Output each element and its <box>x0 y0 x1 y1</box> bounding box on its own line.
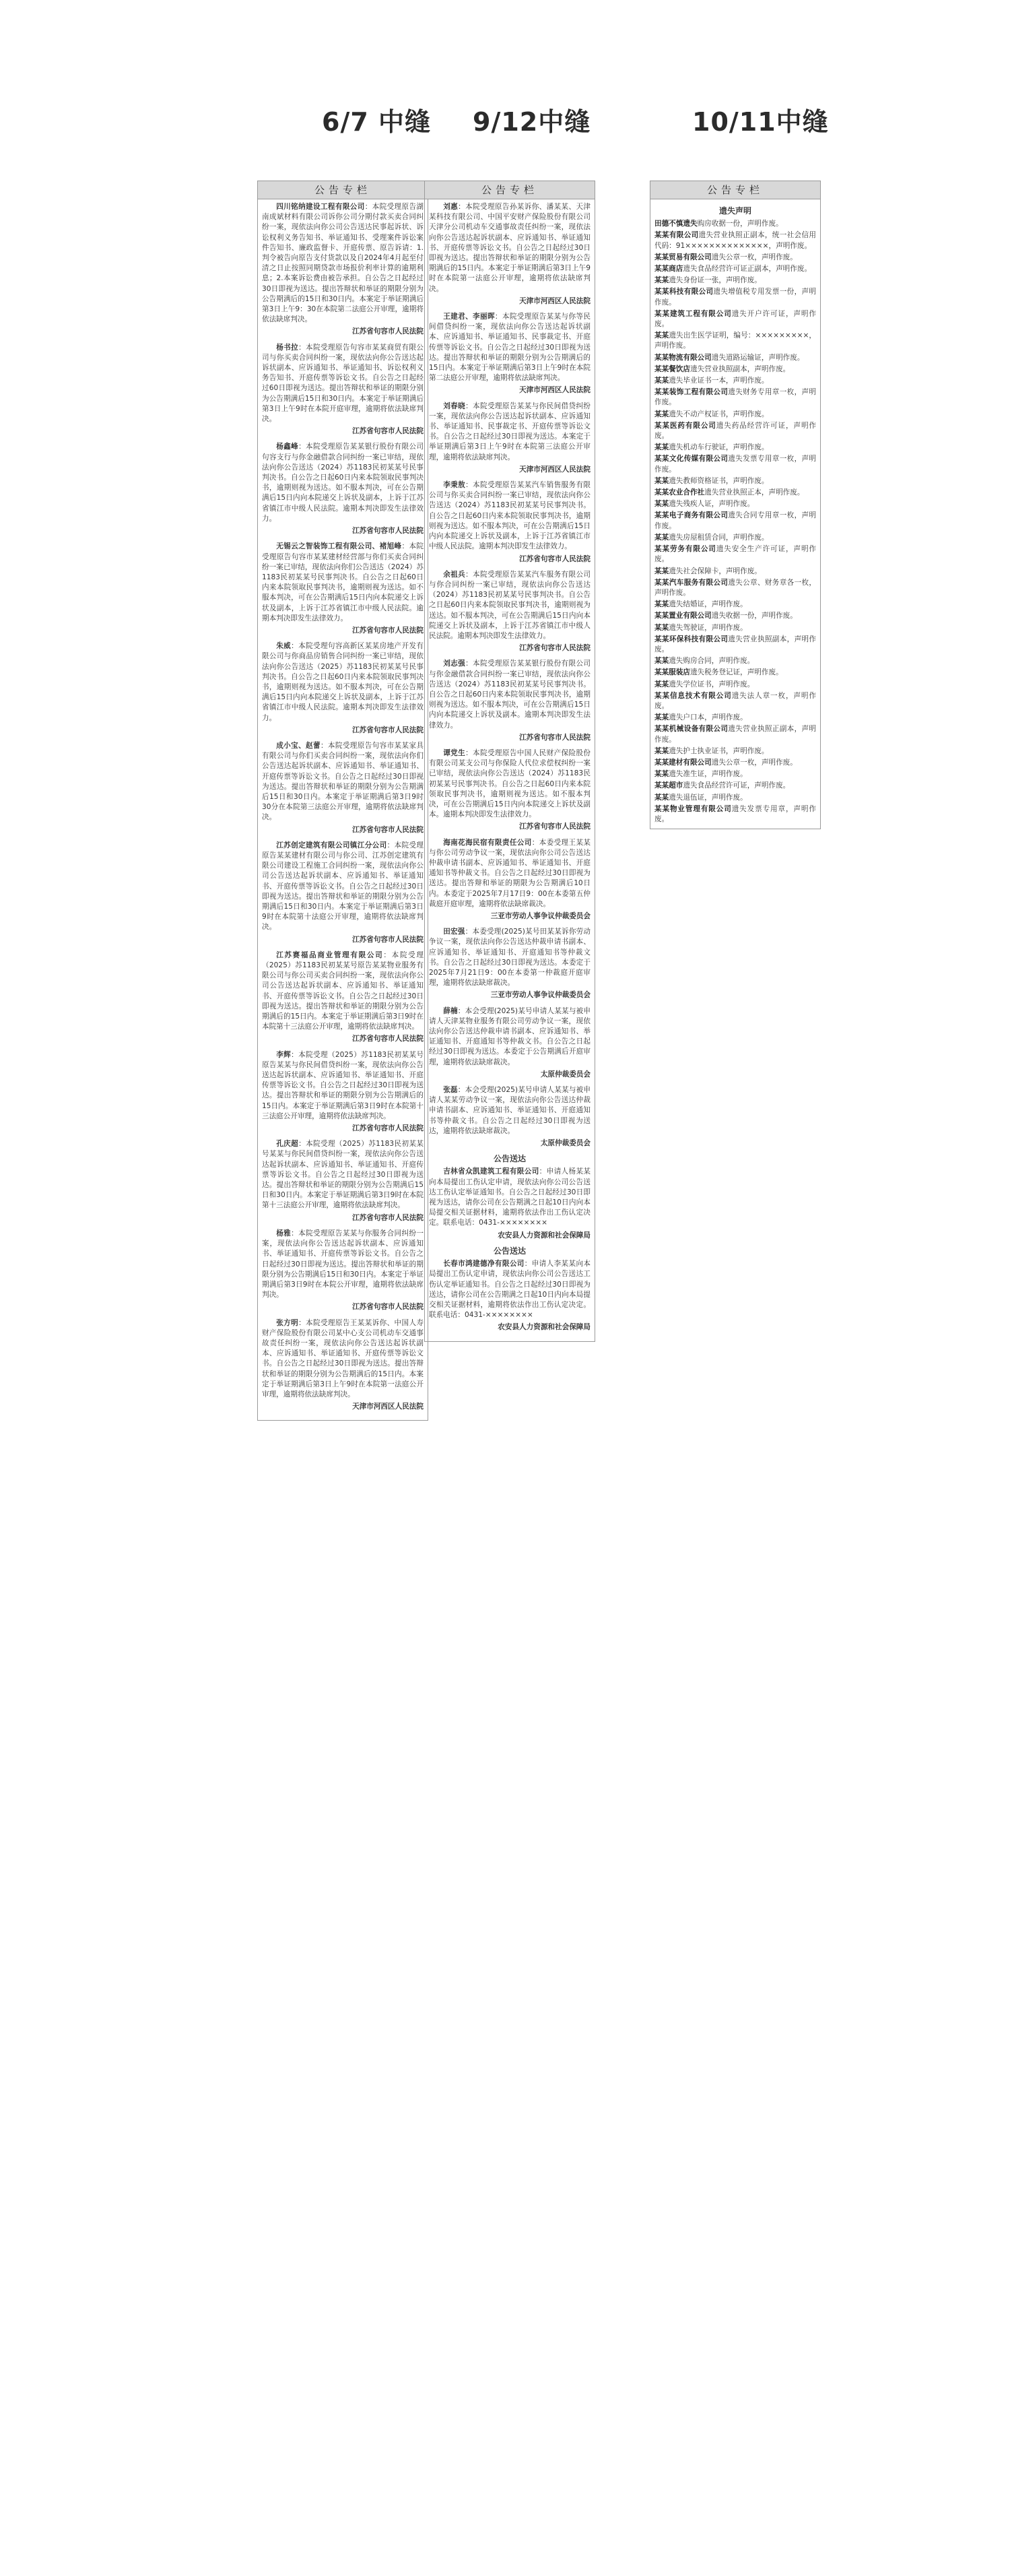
lost-notice <box>654 746 816 756</box>
notice-text: 本院受理原告王某某诉你、中国人寿财产保险股份有限公司某中心支公司机动车交通事故责任纠纷一案，现依法向你公告送达起诉状副本、应诉通知书、举证通知书、开庭传票等诉讼文书。自公告之日起经过30日即视为送达。提出答辩状和举证的期限分别为公告期满后的15日内。本案定于举证期满后第3日上午9时在本院第一法庭公开审理，逾期将依法缺席判决。 <box>262 1318 424 1398</box>
lost-notice <box>654 511 816 531</box>
notice-item <box>429 1259 591 1332</box>
lost-notice <box>654 287 816 307</box>
lost-notice <box>654 454 816 474</box>
notice-issuer: 太原仲裁委员会 <box>540 1070 591 1078</box>
notice-item <box>429 202 591 307</box>
column-title: 公告专栏 <box>258 181 428 199</box>
column-body <box>650 199 820 829</box>
lost-notice-text: 遗失公章一枚，声明作废。 <box>711 758 797 767</box>
notice-colon: ： <box>401 542 409 551</box>
lost-notice-name: 某某 <box>654 600 669 609</box>
notice-issuer: 江苏省句容市人民法院 <box>519 554 591 563</box>
lost-notice-text: 遗失营业执照副本，声明作废。 <box>689 364 790 373</box>
lost-notice <box>654 781 816 791</box>
lost-notice-name: 某某信息技术有限公司 <box>654 691 732 700</box>
notice-colon: ： <box>298 443 306 451</box>
lost-notice-text: 遗失开户许可证，声明作废。 <box>654 309 816 329</box>
lost-notice <box>654 476 816 486</box>
lost-notice-name: 某某电子商务有限公司 <box>654 511 729 520</box>
notice-issuer: 农安县人力资源和社会保障局 <box>498 1323 591 1332</box>
lost-notice-text: 遗失发票专用章，声明作废。 <box>654 804 816 823</box>
notice-party-name: 孔庆超 <box>276 1140 299 1149</box>
notice-text: 本会受理(2025)某号申请人某某与被申请人天津某物业服务有限公司劳动争议一案，现依法向你公告送达仲裁申请书副本、应诉通知书、举证通知书、开庭通知书等仲裁文书。自公告之日起经过30日即视为送达。本委定于公告期满后开庭审理，逾期将依法缺席裁决。 <box>429 1006 591 1066</box>
notice-item <box>262 951 424 1045</box>
notice-paragraph <box>262 1139 424 1211</box>
notice-text: 申请人李某某向本局提出工伤认定申请，现依法向你公司公告送达工伤认定举证通知书。自公告之日起经过30日即视为送达，请你公司在公告期满之日起10日内向本局提交相关证据材料，逾期将依法作出工伤认定决定。联系电话：0431-×××××××× <box>429 1260 591 1320</box>
notice-colon: ： <box>465 570 473 579</box>
lost-notice-text: 遗失营业执照正本，声明作废。 <box>704 488 805 497</box>
lost-notice <box>654 623 816 633</box>
lost-notice-name: 某某文化传媒有限公司 <box>654 455 729 463</box>
notice-item <box>262 202 424 337</box>
lost-notice <box>654 410 816 420</box>
lost-notice-text: 遗失药品经营许可证，声明作废。 <box>654 421 817 441</box>
lost-notice-name: 某某有限公司 <box>654 231 699 240</box>
notice-issuer: 三亚市劳动人事争议仲裁委员会 <box>490 991 591 1000</box>
lost-notice <box>654 758 816 768</box>
notice-issuer: 江苏省句容市人民法院 <box>352 726 424 734</box>
lost-notice-name: 某某 <box>654 657 669 666</box>
lost-notice-name: 某某 <box>654 476 669 485</box>
lost-notice-text: 遗失公章一枚，声明作废。 <box>711 253 797 261</box>
notice-party-name: 田宏强 <box>443 928 465 936</box>
lost-notice <box>654 488 816 498</box>
notice-item <box>429 659 591 743</box>
lost-notice-name: 某某 <box>654 443 669 452</box>
notice-text: 本院受理原告某某汽车服务有限公司与你合同纠纷一案已审结，现依法向你公告送达（2024）苏1183民初某某号民事判决书。自公告之日起60日内来本院领取民事判决书，逾期则视为送达。如不服本判决，可在公告期满后15日内向本院递交上诉状及副本，上诉于江苏省镇江市中级人民法院。逾期本判决即发生法律效力。 <box>429 570 591 640</box>
lost-notice-name: 某某物流有限公司 <box>654 353 712 362</box>
notice-text: 本院受理原告孙某诉你、潘某某、天津某科技有限公司、中国平安财产保险股份有限公司天津分公司机动车交通事故责任纠纷一案，现依法向你公告送达起诉状副本、应诉通知书、举证通知书、开庭传票等诉讼文书。自公告之日起经过30日即视为送达。提出答辩状和举证的期限分别为公告期满后的15日内。本案定于举证期满后第3日上午9时在本院第一法庭公开审理，逾期将依法缺席判决。 <box>429 203 591 293</box>
notice-paragraph <box>429 1259 591 1320</box>
lost-notice-name: 某某装饰工程有限公司 <box>654 388 729 397</box>
notice-issuer: 江苏省句容市人民法院 <box>352 626 424 635</box>
notice-issuer: 农安县人力资源和社会保障局 <box>498 1231 591 1239</box>
lost-notice <box>654 376 816 386</box>
notice-paragraph <box>429 202 591 294</box>
lost-notice <box>654 724 816 744</box>
notice-colon: ： <box>531 838 539 847</box>
lost-notice <box>654 656 816 666</box>
lost-notice-name: 某某建材有限公司 <box>654 758 712 767</box>
notice-paragraph <box>429 838 591 909</box>
section-subtitle: 公告送达 <box>493 1246 526 1256</box>
lost-notice-text: 遗失营业执照副本，声明作废。 <box>654 635 817 653</box>
notice-party-name: 江苏创定建筑有限公司镇江分公司 <box>276 841 387 849</box>
notice-colon: ： <box>457 1086 465 1095</box>
lost-notice-name: 某某 <box>654 500 669 509</box>
notice-paragraph <box>262 1050 424 1122</box>
lost-notice-name: 某某超市 <box>654 781 683 790</box>
notice-party-name: 杨雅 <box>276 1229 292 1237</box>
lost-notice-text: 遗失不动产权证书，声明作废。 <box>669 410 769 418</box>
notice-colon: ： <box>298 1318 306 1327</box>
notice-colon: ： <box>494 313 502 321</box>
notice-party-name: 张方明 <box>276 1318 299 1327</box>
notice-text: 本院受理原告某某建材有限公司与你公司、江苏创定建筑有限公司建设工程施工合同纠纷一案，现依法向你公司公告送达起诉状副本、应诉通知书、举证通知书、开庭传票等诉讼文书。自公告之日起经过30日即视为送达。提出答辩状和举证的期限分别为公告期满后15日和30日内。本案定于举证期满后第3日9时在本院第十法庭公开审理，逾期将依法缺席判决。 <box>262 841 424 932</box>
lost-notice-text: 遗失结婚证，声明作废。 <box>669 600 747 609</box>
lost-notice-name: 某某劳务有限公司 <box>654 545 716 554</box>
notice-colon: ： <box>539 1167 547 1176</box>
lost-notice <box>654 600 816 610</box>
notice-colon: ： <box>465 748 473 757</box>
notice-party-name: 李秉敖 <box>443 481 466 490</box>
notice-paragraph <box>262 202 424 325</box>
lost-notice <box>654 713 816 723</box>
lost-notice-name: 某某贸易有限公司 <box>654 253 712 261</box>
notice-paragraph <box>262 951 424 1033</box>
lost-notice-text: 遗失房屋租赁合同，声明作废。 <box>669 533 769 542</box>
notice-item <box>262 1318 424 1413</box>
lost-notice-name: 某某 <box>654 377 669 385</box>
lost-notice <box>654 276 816 286</box>
lost-notice-text: 遗失法人章一枚，声明作废。 <box>654 691 816 710</box>
notice-paragraph <box>429 480 591 552</box>
notice-issuer: 江苏省句容市人民法院 <box>352 1303 424 1312</box>
lost-notice-text: 遗失道路运输证，声明作废。 <box>711 353 805 362</box>
notice-paragraph <box>262 741 424 823</box>
notice-text: 本院受理原告某某银行股份有限公司句容支行与你金融借款合同纠纷一案已审结，现依法向你公告送达（2024）苏1183民初某某号民事判决书。自公告之日起60日内来本院领取民事判决书，逾期则视为送达。如不服本判决，可在公告期满后15日内向本院递交上诉状及副本，上诉于江苏省镇江市中级人民法院。逾期本判决即发生法律效力。 <box>262 443 424 523</box>
notice-colon: ： <box>364 203 372 211</box>
notice-colon: ： <box>386 841 395 849</box>
header-col3: 10/11中缝 <box>692 107 829 137</box>
lost-notice <box>654 230 816 251</box>
lost-notice-text: 遗失营业执照正副本，声明作废。 <box>654 725 817 744</box>
notice-issuer: 天津市河西区人民法院 <box>519 296 591 305</box>
notice-text: 本院受理原告某某与你民间借贷纠纷一案，现依法向你公告送达起诉状副本、应诉通知书、举证通知书、民事裁定书、开庭传票等诉讼文书。自公告之日起经过30日即视为送达。本案定于举证期满后第3日上午9时在本院第三法庭公开审理，逾期将依法缺席判决。 <box>429 401 591 461</box>
notice-party-name: 薛楠 <box>443 1006 458 1015</box>
notice-item <box>262 442 424 536</box>
notice-item <box>262 741 424 835</box>
lost-notice <box>654 387 816 408</box>
notice-party-name: 长春市鸿建德净有限公司 <box>443 1260 525 1268</box>
notice-party-name: 刘惠 <box>443 203 459 211</box>
lost-notice-name: 某某农业合作社 <box>654 488 705 497</box>
notice-text: 本院受理原告句容市某某商贸有限公司与你买卖合同纠纷一案，现依法向你公告送达起诉状副本、应诉通知书、举证通知书、诉讼权利义务告知书、开庭传票等诉讼文书。自公告之日起经过60日即视为送达。提出答辩状和举证的期限分别为公告期满后15日和30日内。本案定于举证期满后第3日上午9时在本院开庭审理，逾期将依法缺席判决。 <box>262 343 424 424</box>
notice-text: 本院受理（2025）苏1183民初某某号某某与你民间借贷纠纷一案，现依法向你公告送达起诉状副本、应诉通知书、举证通知书、开庭传票等诉讼文书。自公告之日起经过30日即视为送达。提出答辩状和举证的期限分别为公告期满后15日和30日内。本案定于举证期满后第3日9时在本院第十三法庭公开审理，逾期将依法缺席判决。 <box>262 1140 424 1210</box>
notice-issuer: 江苏省句容市人民法院 <box>519 823 591 831</box>
notice-issuer: 江苏省句容市人民法院 <box>352 427 424 436</box>
notice-text: 本院受理原告某某与你服务合同纠纷一案，现依法向你公告送达起诉状副本、应诉通知书、举证通知书、开庭传票等诉讼文书。自公告之日起经过30日即视为送达。提出答辩状和举证的期限分别为公告期满后15日和30日内。本案定于举证期满后第3日9时在本院公开审理，逾期将依法缺席判决。 <box>262 1229 424 1299</box>
notice-paragraph <box>429 1085 591 1136</box>
lost-notice-text: 遗失学位证书，声明作废。 <box>669 680 755 688</box>
lost-notice <box>654 804 816 825</box>
notice-text: 本院受理原告某某汽车销售服务有限公司与你买卖合同纠纷一案已审结，现依法向你公告送达（2024）苏1183民初某某号民事判决书。自公告之日起60日内来本院领取民事判决书，逾期则视为送达。如不服本判决，可在公告期满后15日内向本院递交上诉状及副本，上诉于江苏省镇江市中级人民法院。逾期本判决即发生法律效力。 <box>429 481 591 551</box>
lost-notice-text: 遗失户口本，声明作废。 <box>669 713 747 722</box>
notice-issuer: 江苏省句容市人民法院 <box>519 733 591 742</box>
lost-notice <box>654 544 816 565</box>
column-body <box>425 199 595 1341</box>
lost-notice-text: 购房收据一份，声明作废。 <box>697 220 783 228</box>
notice-item <box>262 542 424 636</box>
lost-notice <box>654 691 816 711</box>
notice-issuer: 江苏省句容市人民法院 <box>352 327 424 336</box>
notice-party-name: 海南花海民宿有限责任公司 <box>443 838 532 847</box>
notice-item <box>429 401 591 475</box>
notice-party-name: 江苏赛福品商业管理有限公司 <box>276 951 384 959</box>
notice-item <box>262 1139 424 1223</box>
notice-party-name: 李辉 <box>276 1050 292 1059</box>
lost-notice-text: 遗失毕业证书一本，声明作废。 <box>669 377 769 385</box>
notice-item <box>262 1050 424 1134</box>
lost-notice <box>654 567 816 577</box>
lost-notice-name: 某某服装店 <box>654 668 690 677</box>
notice-colon: ： <box>465 928 473 936</box>
notice-colon: ： <box>458 203 466 211</box>
notice-text: 本院受理句容高新区某某房地产开发有限公司与你商品房销售合同纠纷一案已审结，现依法向你公告送达（2025）苏1183民初某某号民事判决书。自公告之日起60日内来本院领取民事判决书，逾期则视为送达。如不服本判决，可在公告期满后15日内向本院递交上诉状及副本，上诉于江苏省镇江市中级人民法院。逾期本判决即发生法律效力。 <box>262 642 424 722</box>
notice-party-name: 杨鑫峰 <box>276 443 299 451</box>
notice-colon: ： <box>457 1006 465 1015</box>
lost-notice-name: 田德不慎遗失 <box>654 220 698 228</box>
notice-text: 本院受理（2025）苏1183民初某某号原告某某与你民间借贷纠纷一案，现依法向你公告送达起诉状副本、应诉通知书、举证通知书、开庭传票等诉讼文书。自公告之日起经过30日即视为送达。提出答辩状和举证的期限分别为公告期满后的15日内。本案定于举证期满后第3日9时在本院第十三法庭公开审理，逾期将依法缺席判决。 <box>262 1050 424 1120</box>
notice-issuer: 江苏省句容市人民法院 <box>352 1124 424 1133</box>
lost-notice-name: 某某科技有限公司 <box>654 288 714 296</box>
notice-text: 本院受理原告湖南成斌材料有限公司诉你公司分期付款买卖合同纠纷一案，现依法向你公司公告送达民事起诉状、诉讼权利义务告知书、举证通知书、受理案件诉讼案件告知书、廉政监督卡、开庭传票、原告诉请：1.判令被告向原告支付货款以及自2024年4月起至付清之日止按照同期贷款市场报价利率计算的逾期利息；2.本案诉讼费由被告承担。自公告之日起经过30日即视为送达。提出答辩状和举证的期限分别为公告期满后的15日和30日内。本案定于举证期满后第3日上午9：30在本院第二法庭公开审理，逾期将依法缺席判决。 <box>262 203 424 324</box>
notice-party-name: 四川铭纳建设工程有限公司 <box>276 203 365 211</box>
notice-item <box>262 343 424 437</box>
column-6-7 <box>257 181 428 2572</box>
notice-item <box>429 570 591 654</box>
notice-colon: ： <box>465 481 473 490</box>
lost-notice <box>654 331 816 351</box>
lost-notice-name: 某某 <box>654 793 669 802</box>
column-title: 公告专栏 <box>650 181 820 199</box>
lost-notice <box>654 219 816 229</box>
notice-issuer: 太原仲裁委员会 <box>540 1139 591 1148</box>
column-body <box>258 199 428 1420</box>
lost-notice-text: 遗失残疾人证，声明作废。 <box>669 500 755 509</box>
lost-notice-name: 某某 <box>654 746 669 755</box>
lost-notice <box>654 769 816 779</box>
lost-notice-name: 某某置业有限公司 <box>654 612 712 620</box>
notice-issuer: 天津市河西区人民法院 <box>519 465 591 474</box>
lost-notice <box>654 421 816 441</box>
notice-paragraph <box>429 401 591 463</box>
notice-text: 本院受理原告句容市某某建材经营部与你们买卖合同纠纷一案已审结，现依法向你们公告送达（2024）苏1183民初某某号民事判决书。自公告之日起60日内来本院领取民事判决书，逾期则视为送达。如不服本判决，可在公告期满后15日内向本院递交上诉状及副本，上诉于江苏省镇江市中级人民法院。逾期本判决即发生法律效力。 <box>262 542 424 622</box>
lost-notice-name: 某某建筑工程有限公司 <box>654 309 732 318</box>
notice-party-name: 刘志强 <box>443 659 466 668</box>
notice-item <box>429 1085 591 1149</box>
notice-colon: ： <box>291 1050 299 1059</box>
notice-text: 申请人杨某某向本局提出工伤认定申请，现依法向你公司公告送达工伤认定举证通知书。自公告之日起经过30日即视为送达，请你公司在公告期满之日起10日内向本局提交相关证据材料，逾期将依法作出工伤认定决定。联系电话：0431-×××××××× <box>429 1167 591 1227</box>
notice-colon: ： <box>291 1229 299 1237</box>
lost-notice-text: 遗失增值税专用发票一份，声明作废。 <box>654 288 817 307</box>
lost-notice-name: 某某 <box>654 567 669 575</box>
notice-party-name: 余祖兵 <box>443 570 466 579</box>
notice-item <box>429 838 591 922</box>
notice-item <box>429 480 591 565</box>
notice-issuer: 天津市河西区人民法院 <box>519 386 591 395</box>
column-box <box>650 181 821 829</box>
notice-colon: ： <box>291 642 299 651</box>
lost-notice <box>654 253 816 263</box>
notice-item <box>429 1006 591 1080</box>
column-title: 公告专栏 <box>425 181 595 199</box>
lost-notice-name: 某某环保科技有限公司 <box>654 635 729 643</box>
lost-notice-text: 遗失营业执照正副本，统一社会信用代码：91××××××××××××××，声明作废。 <box>654 231 817 250</box>
lost-notice-name: 某某 <box>654 770 669 779</box>
notice-party-name: 谭党生 <box>443 748 466 757</box>
lost-notice-text: 遗失教师资格证书，声明作废。 <box>669 476 769 485</box>
notice-party-name: 无锡云之智装饰工程有限公司、褚旭峰 <box>276 542 402 551</box>
notice-issuer: 江苏省句容市人民法院 <box>352 1035 424 1043</box>
header-col1: 6/7 中缝 <box>322 107 431 137</box>
notice-paragraph <box>262 542 424 624</box>
notice-colon: ： <box>320 741 328 750</box>
notice-item <box>429 748 591 833</box>
lost-notice-text: 遗失身份证一张，声明作废。 <box>669 276 762 285</box>
lost-notice-text: 遗失驾驶证，声明作废。 <box>669 623 747 632</box>
lost-notice-text: 遗失购房合同，声明作废。 <box>669 657 755 666</box>
lost-notice <box>654 578 816 598</box>
notice-text: 本院受理原告某某银行股份有限公司与你金融借款合同纠纷一案已审结，现依法向你公告送达（2024）苏1183民初某某号民事判决书。自公告之日起60日内来本院领取民事判决书，逾期则视为送达。如不服本判决，可在公告期满后15日内向本院递交上诉状及副本。逾期本判决即发生法律效力。 <box>429 659 591 730</box>
notice-paragraph <box>262 1318 424 1400</box>
lost-notice-text: 遗失税务登记证，声明作废。 <box>689 668 783 677</box>
lost-notice <box>654 635 816 655</box>
lost-notice <box>654 680 816 690</box>
lost-notice-name: 某某 <box>654 276 669 285</box>
notice-paragraph <box>429 1167 591 1228</box>
notice-paragraph <box>429 312 591 383</box>
lost-notice-name: 某某 <box>654 680 669 688</box>
notice-paragraph <box>262 841 424 933</box>
notice-colon: ： <box>298 1140 306 1149</box>
notice-party-name: 杨书拉 <box>276 343 299 352</box>
notice-issuer: 江苏省句容市人民法院 <box>352 527 424 536</box>
lost-notice <box>654 309 816 329</box>
notice-party-name: 张磊 <box>443 1086 458 1095</box>
notice-issuer: 江苏省句容市人民法院 <box>352 825 424 834</box>
notice-paragraph <box>262 1229 424 1300</box>
lost-notice <box>654 499 816 509</box>
lost-notice-text: 遗失准生证，声明作废。 <box>669 770 747 779</box>
notice-colon: ： <box>465 659 473 668</box>
notice-text: 本院受理（2025）苏1183民初某某号原告某某物业服务有限公司与你公司买卖合同纠纷一案，现依法向你公司公告送达起诉状副本、应诉通知书、举证通知书、开庭传票等诉讼文书。自公告之日起经过30日即视为送达。提出答辩状和举证的期限分别为公告期满后的15日内。本案定于举证期满后第3日9时在本院第十三法庭公开审理，逾期将依法缺席判决。 <box>262 951 424 1031</box>
lost-notice-name: 某某 <box>654 713 669 722</box>
section-subtitle: 遗失声明 <box>718 206 751 216</box>
notice-paragraph <box>262 641 424 723</box>
notice-item <box>262 1229 424 1313</box>
lost-notice <box>654 611 816 621</box>
lost-notice-name: 某某汽车服务有限公司 <box>654 578 729 587</box>
notice-text: 本院受理原告中国人民财产保险股份有限公司某支公司与你保险人代位求偿权纠纷一案已审结，现依法向你公告送达（2024）苏1183民初某某号民事判决书。自公告之日起60日内来本院领取民事判决书，逾期则视为送达。如不服本判决，可在公告期满后15日内向本院递交上诉状及副本。逾期本判决即发生法律效力。 <box>429 748 591 819</box>
notice-colon: ： <box>298 343 306 352</box>
lost-notice-text: 遗失安全生产许可证，声明作废。 <box>654 545 817 564</box>
notice-paragraph <box>429 659 591 730</box>
lost-notice <box>654 364 816 375</box>
notice-colon: ： <box>465 401 473 410</box>
lost-notice-text: 遗失公章、财务章各一枚，声明作废。 <box>654 578 817 597</box>
notice-paragraph <box>429 570 591 641</box>
notice-item <box>262 641 424 736</box>
notice-item <box>429 312 591 396</box>
notice-item <box>429 927 591 1000</box>
notice-issuer: 天津市河西区人民法院 <box>352 1403 424 1411</box>
notice-party-name: 吉林省众凯建筑工程有限公司 <box>443 1167 539 1176</box>
notice-issuer: 江苏省句容市人民法院 <box>519 644 591 653</box>
lost-notice <box>654 793 816 803</box>
column-10-11 <box>650 181 821 2572</box>
lost-notice-name: 某某 <box>654 331 669 340</box>
lost-notice-name: 某某 <box>654 410 669 418</box>
notice-paragraph <box>262 442 424 524</box>
notice-text: 本院受理原告句容市某某家具有限公司与你们买卖合同纠纷一案，现依法向你们公告送达起诉状副本、应诉通知书、举证通知书、开庭传票等诉讼文书。自公告之日起经过30日即视为送达。提出答辩状和举证的期限分别为公告期满后15日和30日内。本案定于举证期满后第3日9时30分在本院第三法庭公开审理，逾期将依法缺席判决。 <box>262 741 424 822</box>
notice-paragraph <box>429 1006 591 1068</box>
notice-party-name: 朱威 <box>276 642 292 651</box>
lost-notice-name: 某某商店 <box>654 265 683 273</box>
notice-issuer: 三亚市劳动人事争议仲裁委员会 <box>490 912 591 920</box>
notice-issuer: 江苏省句容市人民法院 <box>352 935 424 944</box>
notice-party-name: 王建君、李丽晖 <box>443 313 495 321</box>
notice-text: 本委受理(2025)某号田某某诉你劳动争议一案，现依法向你公告送达仲裁申请书副本、应诉通知书、举证通知书、开庭通知书等仲裁文书。自公告之日起经过30日即视为送达。本委定于2025年7月21日9：00在本委第一仲裁庭开庭审理，逾期将依法缺席裁决。 <box>429 928 591 988</box>
lost-notice-text: 遗失机动车行驶证，声明作废。 <box>669 443 769 452</box>
notice-party-name: 成小宝、赵蕾 <box>276 741 321 750</box>
notice-text: 本院受理原告某某与你等民间借贷纠纷一案，现依法向你公告送达起诉状副本、应诉通知书、举证通知书、民事裁定书、开庭传票等诉讼文书。自公告之日起经过30日即视为送达。提出答辩状和举证的期限分别为公告期满后的15日内。本案定于举证期满后第3日上午9时在本院第二法庭公开审理，逾期将依法缺席判决。 <box>429 313 591 383</box>
lost-notice-name: 某某餐饮店 <box>654 364 690 373</box>
lost-notice-name: 某某物业管理有限公司 <box>654 804 732 813</box>
lost-notice-text: 遗失合同专用章一枚，声明作废。 <box>654 511 817 530</box>
notice-paragraph <box>429 927 591 988</box>
lost-notice-name: 某某 <box>654 533 669 542</box>
notice-colon: ： <box>383 951 392 959</box>
lost-notice <box>654 264 816 274</box>
notice-issuer: 江苏省句容市人民法院 <box>352 1213 424 1222</box>
section-subtitle: 公告送达 <box>493 1154 526 1164</box>
lost-notice-text: 遗失发票专用章一枚，声明作废。 <box>654 455 817 474</box>
lost-notice-text: 遗失护士执业证书，声明作废。 <box>669 746 769 755</box>
column-box <box>257 181 428 1421</box>
notice-text: 本会受理(2025)某号申请人某某与被申请人某某劳动争议一案，现依法向你公告送达仲裁申请书副本、应诉通知书、举证通知书、开庭通知书等仲裁文书。自公告之日起经过30日即视为送达，逾期将依法缺席裁决。 <box>429 1086 591 1135</box>
column-9-12 <box>424 181 595 2572</box>
lost-notice <box>654 443 816 453</box>
lost-notice-text: 遗失退伍证，声明作废。 <box>669 793 747 802</box>
lost-notice-text: 遗失社会保障卡，声明作废。 <box>669 567 762 575</box>
lost-notice-text: 遗失出生医学证明，编号：×××××××××，声明作废。 <box>654 331 817 350</box>
notice-colon: ： <box>524 1260 532 1268</box>
notice-item <box>429 1167 591 1240</box>
notice-paragraph <box>429 748 591 820</box>
header-col2: 9/12中缝 <box>473 107 591 137</box>
notice-text: 本委受理王某某与你公司劳动争议一案，现依法向你公司公告送达仲裁申请书副本、应诉通知书、举证通知书、开庭通知书等仲裁文书。自公告之日起经过30日即视为送达。提出答辩和举证的期限为公告期满后10日内。本委定于2025年7月17日9：00在本委第五仲裁庭开庭审理，逾期将依法缺席裁决。 <box>429 838 591 908</box>
lost-notice-text: 遗失食品经营许可证正副本，声明作废。 <box>683 265 812 273</box>
lost-notice <box>654 533 816 543</box>
lost-notice-text: 遗失食品经营许可证，声明作废。 <box>683 781 790 790</box>
lost-notice-name: 某某医药有限公司 <box>654 421 716 430</box>
lost-notice-text: 遗失财务专用章一枚，声明作废。 <box>654 388 817 407</box>
notice-item <box>262 841 424 945</box>
notice-party-name: 刘春晓 <box>443 401 466 410</box>
lost-notice-name: 某某机械设备有限公司 <box>654 725 729 734</box>
lost-notice-name: 某某 <box>654 623 669 632</box>
column-box <box>424 181 595 1342</box>
lost-notice <box>654 668 816 678</box>
lost-notice <box>654 353 816 363</box>
lost-notice-text: 遗失收据一份，声明作废。 <box>711 612 797 620</box>
notice-paragraph <box>262 343 424 425</box>
